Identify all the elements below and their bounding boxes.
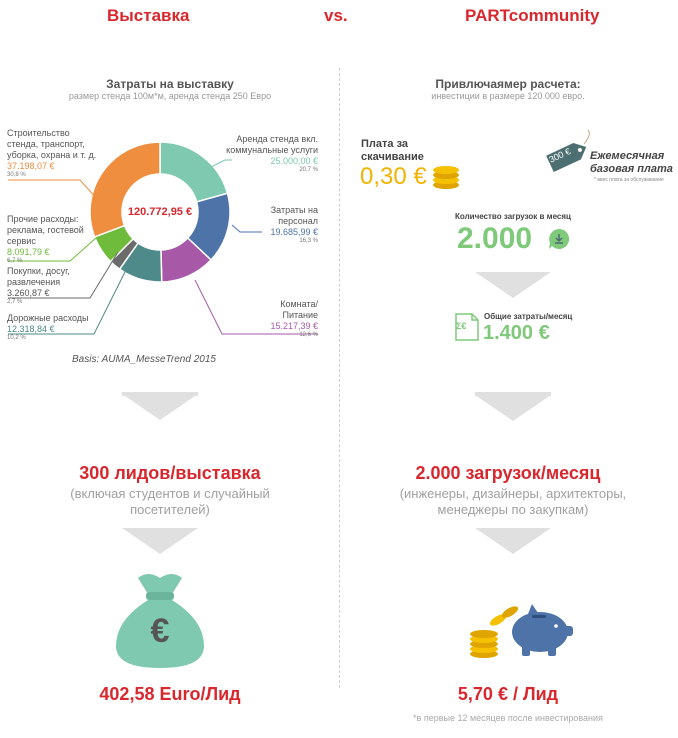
download-fee-value: 0,30 € — [360, 163, 427, 190]
segment-label-shopping: Покупки, досуг, развлечения 3.260,87 € 2,7 % — [7, 266, 70, 305]
total-cost-value: 1.400 € — [483, 322, 550, 344]
left-arrow-1-bar — [122, 392, 198, 396]
header-right-title: PARTcommunity — [465, 6, 600, 25]
left-leads-subtitle: (включая студентов и случайный посетителей) — [70, 486, 270, 517]
downloads-label: Количество загрузок в месяц — [455, 212, 571, 221]
monthly-fee-note: * ввес плата за обслуживание — [594, 177, 664, 183]
segment-label-construction: Строительство стенда, транспорт, уборка, охрана и т. д. 37.198,07 € 30,8 % — [7, 128, 97, 178]
segment-label-travel: Дорожные расходы 12.318,84 € 10,2 % — [7, 313, 89, 341]
right-arrow-2-bar — [475, 392, 551, 396]
basis-note: Basis: AUMA_MesseTrend 2015 — [72, 354, 216, 365]
segment-label-personnel: Затраты на персонал 19.685,99 € 16,3 % — [270, 205, 318, 244]
document-icon-symbol: Σ€ — [456, 321, 467, 331]
header-vs: vs. — [324, 6, 348, 25]
right-result: 5,70 € / Лид — [457, 684, 559, 704]
left-subtitle: размер стенда 100м*м, аренда стенда 250 Евро — [68, 91, 272, 101]
right-downloads-subtitle: (инженеры, дизайнеры, архитекторы, менеджеры по закупкам) — [399, 486, 627, 517]
left-arrow-1 — [122, 394, 198, 420]
download-fee-label: Плата за скачивание — [361, 138, 424, 163]
leader-line-construction — [8, 180, 98, 200]
right-downloads-heading: 2.000 загрузок/месяц — [415, 463, 601, 483]
download-bubble-icon — [548, 228, 570, 250]
column-divider — [339, 68, 340, 688]
segment-label-room: Комната/ Питание 15.217,39 € 12,6 % — [270, 299, 318, 338]
money-bag-euro-symbol: € — [150, 612, 170, 650]
right-subtitle: инвестиции в размере 120 000 евро. — [431, 91, 585, 101]
total-cost-label: Общие затраты/месяц — [484, 312, 573, 321]
right-arrow-2 — [475, 395, 551, 421]
left-leads-heading: 300 лидов/выставка — [79, 463, 261, 483]
segment-label-other: Прочие расходы: реклама, гостевой сервис 8.091,79 € 6,7 % — [7, 214, 84, 264]
price-tag-value: 300 € — [547, 146, 573, 165]
coins-icon — [430, 164, 462, 190]
left-result: 402,58 Euro/Лид — [99, 684, 241, 704]
monthly-fee-label: Ежемесячная базовая плата — [590, 150, 673, 175]
left-title: Затраты на выставку — [106, 77, 234, 91]
downloads-value: 2.000 — [457, 222, 533, 255]
right-footnote: *в первые 12 месяцев после инвестирования — [413, 713, 603, 723]
right-arrow-3 — [475, 528, 551, 554]
left-arrow-2 — [122, 528, 198, 554]
right-heading — [358, 77, 658, 101]
right-title: Привлючаямер расчета: — [435, 77, 581, 91]
donut-center-total: 120.772,95 € — [127, 206, 193, 218]
piggy-bank-icon — [466, 598, 576, 664]
right-arrow-1 — [475, 272, 551, 298]
header-left-title: Выставка — [107, 6, 190, 25]
segment-label-rent: Аренда стенда вкл. коммунальные услуги 25.000,00 € 20,7 % — [226, 134, 318, 173]
